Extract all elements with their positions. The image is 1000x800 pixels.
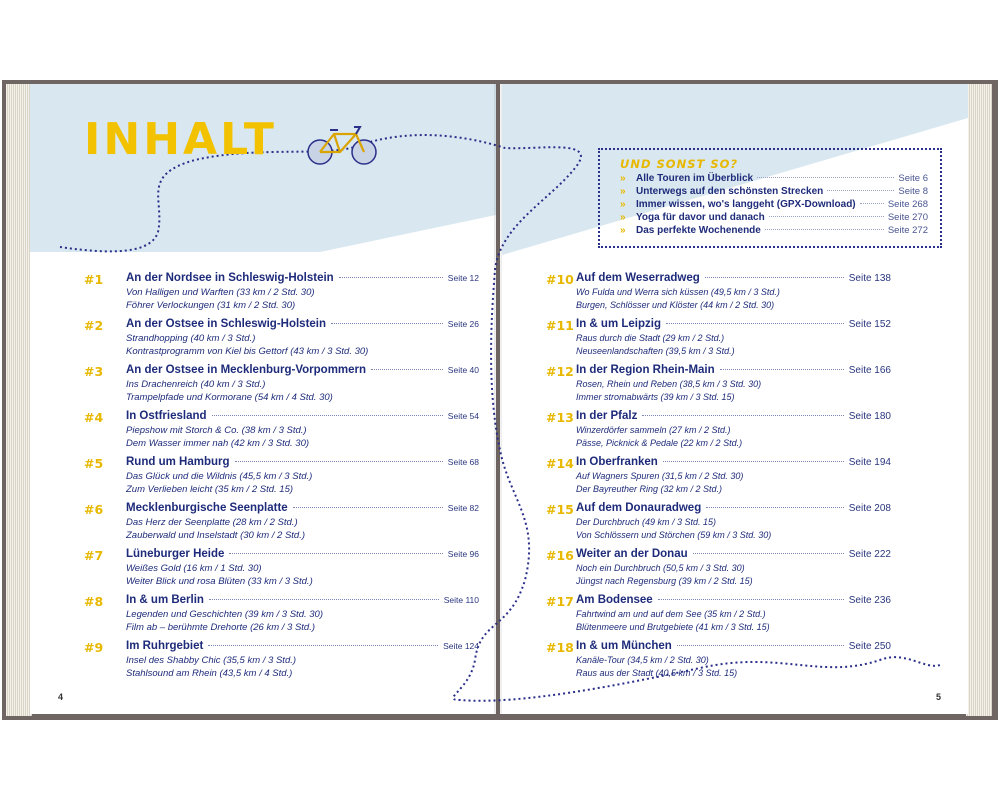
chapter-page: Seite 208	[848, 503, 891, 514]
tour-line: Jüngst nach Regensburg (39 km / 2 Std. 15)	[576, 576, 753, 586]
bicycle-icon	[304, 122, 382, 168]
chapter-page: Seite 124	[443, 641, 479, 651]
chapter-title: Weiter an der Donau	[576, 548, 688, 560]
extras-item[interactable]	[620, 212, 928, 225]
tour-line: Blütenmeere und Brutgebiete (41 km / 3 Std. 15)	[576, 622, 770, 632]
chapter-title: Auf dem Donauradweg	[576, 502, 702, 514]
chapter-page: Seite 138	[848, 273, 891, 284]
chapter-number: #7	[84, 548, 104, 563]
extras-title: UND SONST SO?	[620, 157, 739, 171]
chapter-page: Seite 166	[848, 365, 891, 376]
extras-item-label: Unterwegs auf den schönsten Strecken	[636, 186, 824, 197]
chapter-page: Seite 40	[447, 365, 479, 375]
leader-dots	[208, 645, 438, 646]
leader-dots	[371, 369, 443, 370]
page-title: INHALT	[84, 114, 277, 165]
chapter-page: Seite 82	[447, 503, 479, 513]
tour-line: Stahlsound am Rhein (43,5 km / 4 Std.)	[126, 668, 293, 679]
chapter-title: Im Ruhrgebiet	[126, 640, 204, 652]
extras-item-label: Yoga für davor und danach	[636, 212, 765, 223]
leader-dots	[769, 216, 884, 217]
tour-line: Immer stromabwärts (39 km / 3 Std. 15)	[576, 392, 735, 402]
extras-item-page: Seite 272	[887, 225, 928, 236]
tour-line: Rosen, Rhein und Reben (38,5 km / 3 Std. 30)	[576, 379, 762, 389]
tour-line: Dem Wasser immer nah (42 km / 3 Std. 30)	[126, 438, 310, 449]
chapter-title: In Ostfriesland	[126, 410, 207, 422]
chevron-right-icon: »	[620, 212, 626, 223]
leader-dots	[827, 190, 894, 191]
extras-box	[598, 148, 942, 248]
chapter-number: #4	[84, 410, 104, 425]
chapter-title: In der Pfalz	[576, 410, 638, 422]
leader-dots	[706, 507, 844, 508]
chapter-number: #17	[546, 594, 574, 609]
book-gutter	[494, 84, 502, 714]
leader-dots	[666, 323, 844, 324]
tour-line: Burgen, Schlösser und Klöster (44 km / 2 Std. 30)	[576, 300, 775, 310]
extras-item-page: Seite 268	[887, 199, 928, 210]
tour-line: Noch ein Durchbruch (50,5 km / 3 Std. 30)	[576, 563, 745, 573]
extras-item-page: Seite 6	[898, 173, 928, 184]
tour-line: Kontrastprogramm von Kiel bis Gettorf (43 km / 3 Std. 30)	[126, 346, 369, 357]
right-page-number: 5	[936, 692, 942, 702]
tour-line: Der Durchbruch (49 km / 3 Std. 15)	[576, 517, 717, 527]
chapter-title: Rund um Hamburg	[126, 456, 230, 468]
chapter-number: #13	[546, 410, 574, 425]
tour-line: Film ab – berühmte Drehorte (26 km / 3 Std.)	[126, 622, 316, 633]
leader-dots	[642, 415, 843, 416]
leader-dots	[720, 369, 844, 370]
chapter-number: #12	[546, 364, 574, 379]
tour-line: Raus aus der Stadt (40,5 km / 3 Std. 15)	[576, 668, 738, 678]
tour-line: Der Bayreuther Ring (32 km / 2 Std.)	[576, 484, 723, 494]
tour-line: Weiter Blick und rosa Blüten (33 km / 3 Std.)	[126, 576, 313, 587]
tour-line: Ins Drachenreich (40 km / 3 Std.)	[126, 379, 266, 390]
chapter-number: #6	[84, 502, 104, 517]
leader-dots	[677, 645, 844, 646]
leader-dots	[663, 461, 844, 462]
tour-line: Raus durch die Stadt (29 km / 2 Std.)	[576, 333, 725, 343]
chapter-page: Seite 110	[443, 595, 479, 605]
chapter-number: #3	[84, 364, 104, 379]
chapter-page: Seite 54	[447, 411, 479, 421]
chapter-page: Seite 194	[848, 457, 891, 468]
chapter-page: Seite 12	[447, 273, 479, 283]
tour-line: Pässe, Picknick & Pedale (22 km / 2 Std.)	[576, 438, 743, 448]
extras-item-label: Das perfekte Wochenende	[636, 225, 761, 236]
leader-dots	[757, 177, 894, 178]
chapter-number: #1	[84, 272, 104, 287]
extras-item-label: Immer wissen, wo's langgeht (GPX-Download)	[636, 199, 856, 210]
tour-line: Das Glück und die Wildnis (45,5 km / 3 Std.)	[126, 471, 313, 482]
chapter-title: In Oberfranken	[576, 456, 658, 468]
extras-item[interactable]	[620, 173, 928, 186]
chapter-number: #8	[84, 594, 104, 609]
chapter-number: #10	[546, 272, 574, 287]
chapter-page: Seite 180	[848, 411, 891, 422]
chapter-number: #16	[546, 548, 574, 563]
leader-dots	[209, 599, 439, 600]
leader-dots	[293, 507, 443, 508]
tour-line: Zum Verlieben leicht (35 km / 2 Std. 15)	[126, 484, 294, 495]
chapter-title: In der Region Rhein-Main	[576, 364, 715, 376]
chapter-title: Auf dem Weserradweg	[576, 272, 700, 284]
tour-line: Strandhopping (40 km / 3 Std.)	[126, 333, 256, 344]
tour-line: Fahrtwind am und auf dem See (35 km / 2 Std.)	[576, 609, 766, 619]
tour-line: Winzerdörfer sammeln (27 km / 2 Std.)	[576, 425, 731, 435]
chevron-right-icon: »	[620, 186, 626, 197]
tour-line: Von Schlössern und Störchen (59 km / 3 Std. 30)	[576, 530, 772, 540]
chapter-title: An der Ostsee in Schleswig-Holstein	[126, 318, 327, 330]
leader-dots	[705, 277, 844, 278]
tour-line: Zauberwald und Inselstadt (30 km / 2 Std.)	[126, 530, 306, 541]
chapter-title: In & um Leipzig	[576, 318, 661, 330]
tour-line: Wo Fulda und Werra sich küssen (49,5 km / 3 Std.)	[576, 287, 780, 297]
chapter-title: Lüneburger Heide	[126, 548, 225, 560]
leader-dots	[229, 553, 442, 554]
chevron-right-icon: »	[620, 225, 626, 236]
tour-line: Piepshow mit Storch & Co. (38 km / 3 Std.)	[126, 425, 307, 436]
chevron-right-icon: »	[620, 173, 626, 184]
tour-line: Weißes Gold (16 km / 1 Std. 30)	[126, 563, 262, 574]
chapter-number: #5	[84, 456, 104, 471]
chapter-title: Am Bodensee	[576, 594, 653, 606]
extras-item[interactable]	[620, 186, 928, 199]
tour-line: Auf Wagners Spuren (31,5 km / 2 Std. 30)	[576, 471, 744, 481]
extras-item[interactable]	[620, 225, 928, 238]
tour-line: Legenden und Geschichten (39 km / 3 Std. 30)	[126, 609, 323, 620]
chapter-page: Seite 236	[848, 595, 891, 606]
leader-dots	[339, 277, 443, 278]
leader-dots	[860, 203, 884, 204]
extras-item-page: Seite 8	[898, 186, 928, 197]
chapter-page: Seite 68	[447, 457, 479, 467]
tour-line: Insel des Shabby Chic (35,5 km / 3 Std.)	[126, 655, 297, 666]
chapter-page: Seite 250	[848, 641, 891, 652]
chapter-page: Seite 96	[447, 549, 479, 559]
chapter-page: Seite 26	[447, 319, 479, 329]
leader-dots	[765, 229, 884, 230]
chapter-title: Mecklenburgische Seenplatte	[126, 502, 288, 514]
leader-dots	[235, 461, 443, 462]
chapter-page: Seite 152	[848, 319, 891, 330]
leader-dots	[658, 599, 844, 600]
chapter-page: Seite 222	[848, 549, 891, 560]
leader-dots	[693, 553, 844, 554]
chapter-number: #2	[84, 318, 104, 333]
chapter-number: #14	[546, 456, 574, 471]
chevron-right-icon: »	[620, 199, 626, 210]
left-header-band	[30, 84, 496, 252]
chapter-number: #15	[546, 502, 574, 517]
tour-line: Trampelpfade und Kormorane (54 km / 4 Std. 30)	[126, 392, 333, 403]
chapter-title: An der Nordsee in Schleswig-Holstein	[126, 272, 334, 284]
chapter-title: In & um Berlin	[126, 594, 204, 606]
chapter-number: #18	[546, 640, 574, 655]
tour-line: Das Herz der Seenplatte (28 km / 2 Std.)	[126, 517, 298, 528]
chapter-title: An der Ostsee in Mecklenburg-Vorpommern	[126, 364, 367, 376]
tour-line: Neuseenlandschaften (39,5 km / 3 Std.)	[576, 346, 735, 356]
chapter-title: In & um München	[576, 640, 672, 652]
leader-dots	[331, 323, 443, 324]
leader-dots	[212, 415, 443, 416]
extras-item-page: Seite 270	[887, 212, 928, 223]
tour-line: Von Halligen und Warften (33 km / 2 Std. 30)	[126, 287, 315, 298]
tour-line: Föhrer Verlockungen (31 km / 2 Std. 30)	[126, 300, 296, 311]
tour-line: Kanäle-Tour (34,5 km / 2 Std. 30)	[576, 655, 709, 665]
extras-item-label: Alle Touren im Überblick	[636, 173, 754, 184]
extras-item[interactable]	[620, 199, 928, 212]
left-page-number: 4	[58, 692, 64, 702]
chapter-number: #9	[84, 640, 104, 655]
chapter-number: #11	[546, 318, 574, 333]
